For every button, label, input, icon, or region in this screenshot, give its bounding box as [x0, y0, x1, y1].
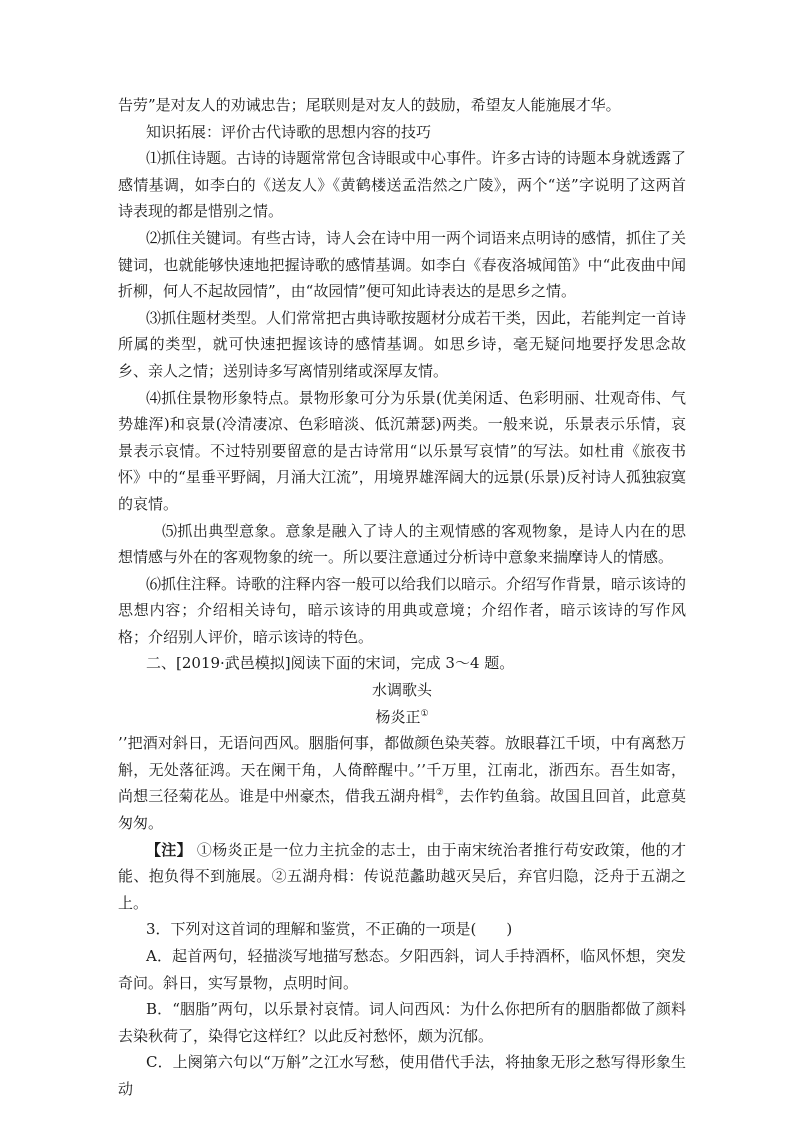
knowledge-heading: 知识拓展：评价古代诗歌的思想内容的技巧: [146, 122, 432, 141]
poem-author: [118, 704, 686, 731]
poem-text-part-2: ，去作钓鱼翁。故国且回首，此意莫匆匆。: [118, 787, 686, 833]
paragraph-4: ⑷抓住景物形象特点。景物形象可分为乐景(优美闲适、色彩明丽、壮观奇伟、气势雄浑)和哀景(冷清凄凉、色彩暗淡、低沉萧瑟)两类。一般来说，乐景表示乐情，哀景表示哀情。不过特别要留意的是古诗常用“以乐景写哀情”的写法。如杜甫《旅夜书怀》中的“星垂平野阔，月涌大江流”，用境界雄浑阔大的远景(乐景)反衬诗人孤独寂寞的哀情。: [118, 388, 686, 513]
footnote-marker-2: ②: [435, 788, 444, 799]
poem-text-part-1: ’’把酒对斜日，无语问西风。胭脂何事，都做颜色染芙蓉。放眼暮江千顷，中有离愁万斛，无处落征鸿。天在阑干角，人倚醉醒中。’’千万里，江南北，浙西东。吾生如寄，尚想三径菊花丛。谁是中州豪杰，借我五湖舟楫: [118, 734, 686, 806]
note-label: 【注】: [146, 840, 192, 859]
poem-text: [118, 730, 686, 836]
footnote-marker-1: ①: [420, 708, 429, 719]
paragraph-6: ⑹抓住注释。诗歌的注释内容一般可以给我们以暗示。介绍写作背景，暗示该诗的思想内容；介绍相关诗句，暗示该诗的用典或意境；介绍作者，暗示该诗的写作风格；介绍别人评价，暗示该诗的特色。: [118, 574, 687, 646]
paragraph-1: ⑴抓住诗题。古诗的诗题常常包含诗眼或中心事件。许多古诗的诗题本身就透露了感情基调，如李白的《送友人》《黄鹤楼送孟浩然之广陵》，两个“送”字说明了这两首诗表现的都是惜别之情。: [118, 149, 687, 221]
question-3: 3．下列对这首词的理解和鉴赏，不正确的一项是( ): [146, 920, 513, 939]
paragraph-5: ⑸抓出典型意象。意象是融入了诗人的主观情感的客观物象，是诗人内在的思想情感与外在的客观物象的统一。所以要注意通过分析诗中意象来揣摩诗人的情感。: [118, 521, 686, 567]
paragraph-2: ⑵抓住关键词。有些古诗，诗人会在诗中用一两个词语来点明诗的感情，抓住了关键词，也就能够快速地把握诗歌的感情基调。如李白《春夜洛城闻笛》中“此夜曲中闻折柳，何人不起故园情”，由“故园情”便可知此诗表达的是思乡之情。: [118, 228, 687, 301]
note-text: ①杨炎正是一位力主抗金的志士，由于南宋统治者推行苟安政策，他的才能、抱负得不到施展。②五湖舟楫：传说范蠡助越灭吴后，弃官归隐，泛舟于五湖之上。: [118, 840, 686, 912]
paragraph-3: ⑶抓住题材类型。人们常常把古典诗歌按题材分成若干类，因此，若能判定一首诗所属的类型，就可快速把握该诗的感情基调。如思乡诗，毫无疑问地要抒发思念故乡、亲人之情；送别诗多写离情别绪或深厚友情。: [118, 308, 687, 380]
poem-author-name: 杨炎正: [375, 707, 421, 726]
note: [118, 837, 686, 917]
section-heading: 二、[2019·武邑模拟]阅读下面的宋词，完成 3～4 题。: [146, 654, 515, 673]
option-b: B．“胭脂”两句，以乐景衬哀情。词人问西风：为什么你把所有的胭脂都做了颜料去染秋荷了，染得它这样红？以此反衬愁怀，颇为沉郁。: [118, 1000, 686, 1045]
option-a: A．起首两句，轻描淡写地描写愁态。夕阳西斜，词人手持酒杯，临风怀想，突发奇问。斜日，实写景物，点明时间。: [118, 947, 686, 992]
poem-title: 水调歌头: [371, 681, 432, 700]
text-line: 告劳”是对友人的劝诫忠告；尾联则是对友人的鼓励，希望友人能施展才华。: [118, 96, 621, 114]
option-c: C．上阕第六句以“万斛”之江水写愁，使用借代手法，将抽象无形之愁写得形象生动: [118, 1053, 686, 1098]
